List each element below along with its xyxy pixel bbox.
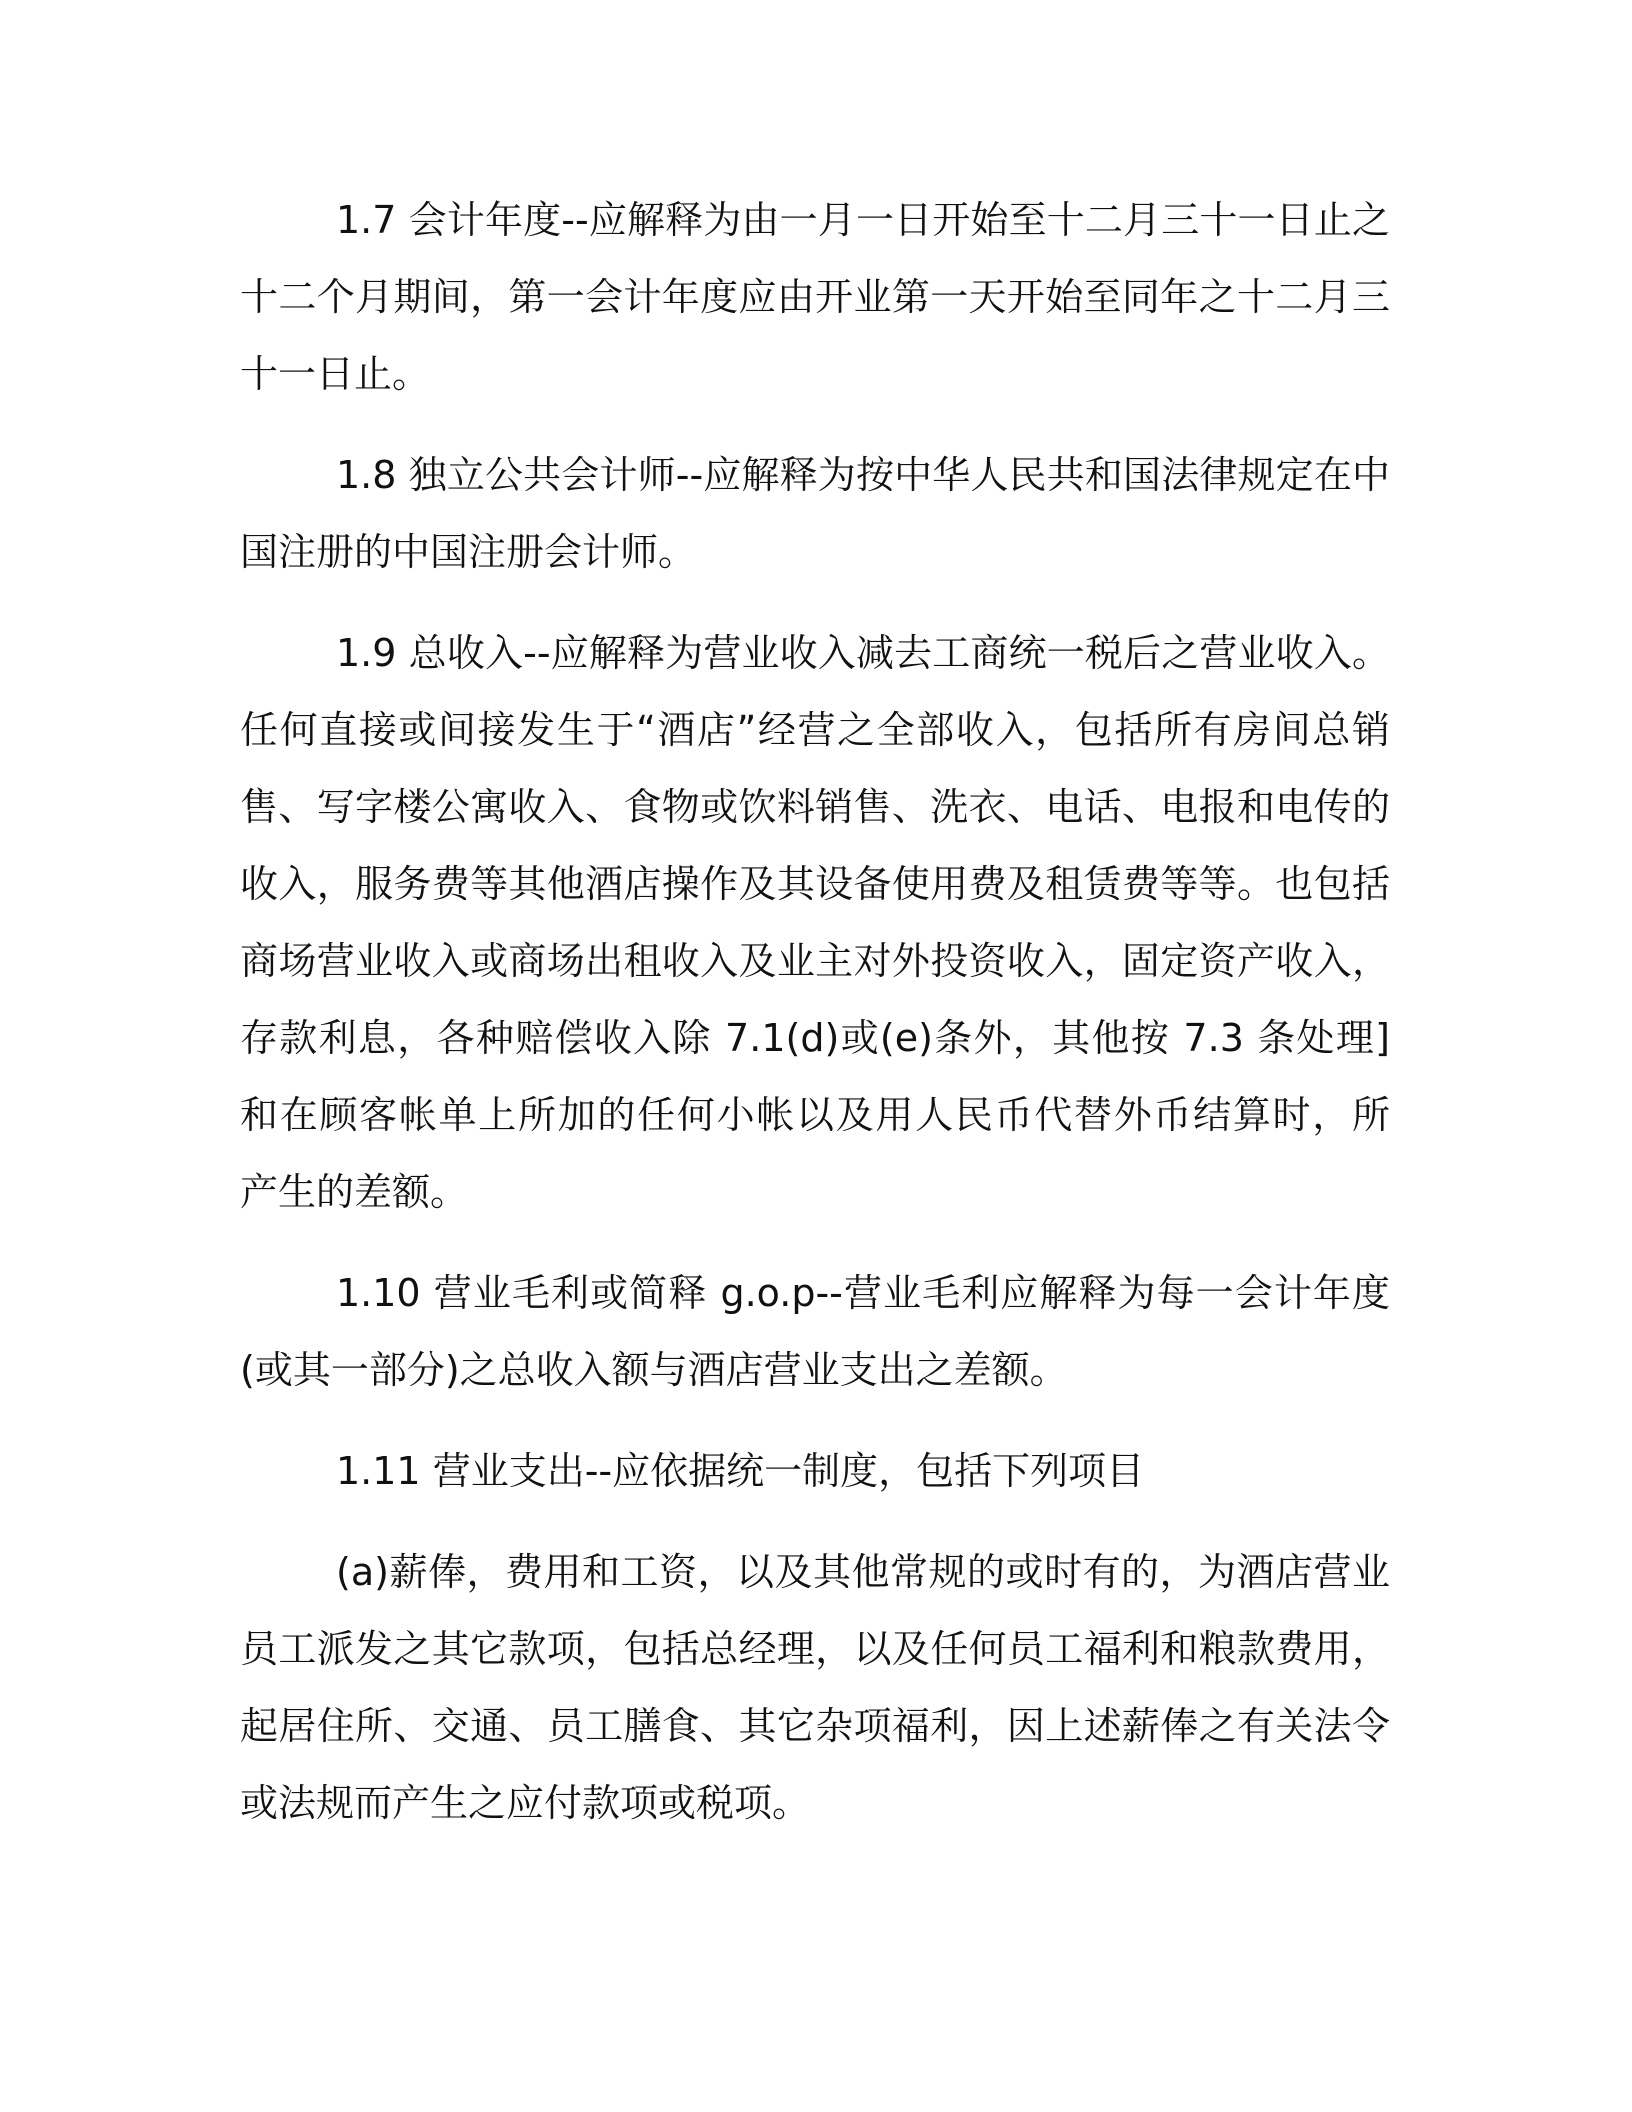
paragraph-1-8-independent-accountant: 1.8 独立公共会计师--应解释为按中华人民共和国法律规定在中国注册的中国注册会计师。 xyxy=(240,453,1390,574)
paragraph-1-11-operating-expenses: 1.11 营业支出--应依据统一制度，包括下列项目 xyxy=(336,1449,1145,1493)
paragraph-1-7-fiscal-year: 1.7 会计年度--应解释为由一月一日开始至十二月三十一日止之十二个月期间，第一会计年度应由开业第一天开始至同年之十二月三十一日止。 xyxy=(240,198,1390,396)
paragraph-1-9-total-revenue: 1.9 总收入--应解释为营业收入减去工商统一税后之营业收入。任何直接或间接发生于“酒店”经营之全部收入，包括所有房间总销售、写字楼公寓收入、食物或饮料销售、洗衣、电话、电报和电传的收入，服务费等其他酒店操作及其设备使用费及租赁费等等。也包括商场营业收入或商场出租收入及业主对外投资收入，固定资产收入，存款利息，各种赔偿收入除 7.1(d)或(e)条外，其他按 7.3 条处理]和在顾客帐单上所加的任何小帐以及用人民币代替外币结算时，所 产生的差额。 xyxy=(240,631,1390,1214)
paragraph-1-11-a-salaries: (a)薪俸，费用和工资，以及其他常规的或时有的，为酒店营业员工派发之其它款项，包括总经理，以及任何员工福利和粮款费用，起居住所、交通、员工膳食、其它杂项福利，因上述薪俸之有关法令或法规而产生之应付款项或税项。 xyxy=(240,1550,1390,1825)
document-body xyxy=(240,182,1390,1866)
paragraph-1-10-gross-operating-profit: 1.10 营业毛利或简释 g.o.p--营业毛利应解释为每一会计年度(或其一部分)之总收入额与酒店营业支出之差额。 xyxy=(240,1271,1390,1392)
